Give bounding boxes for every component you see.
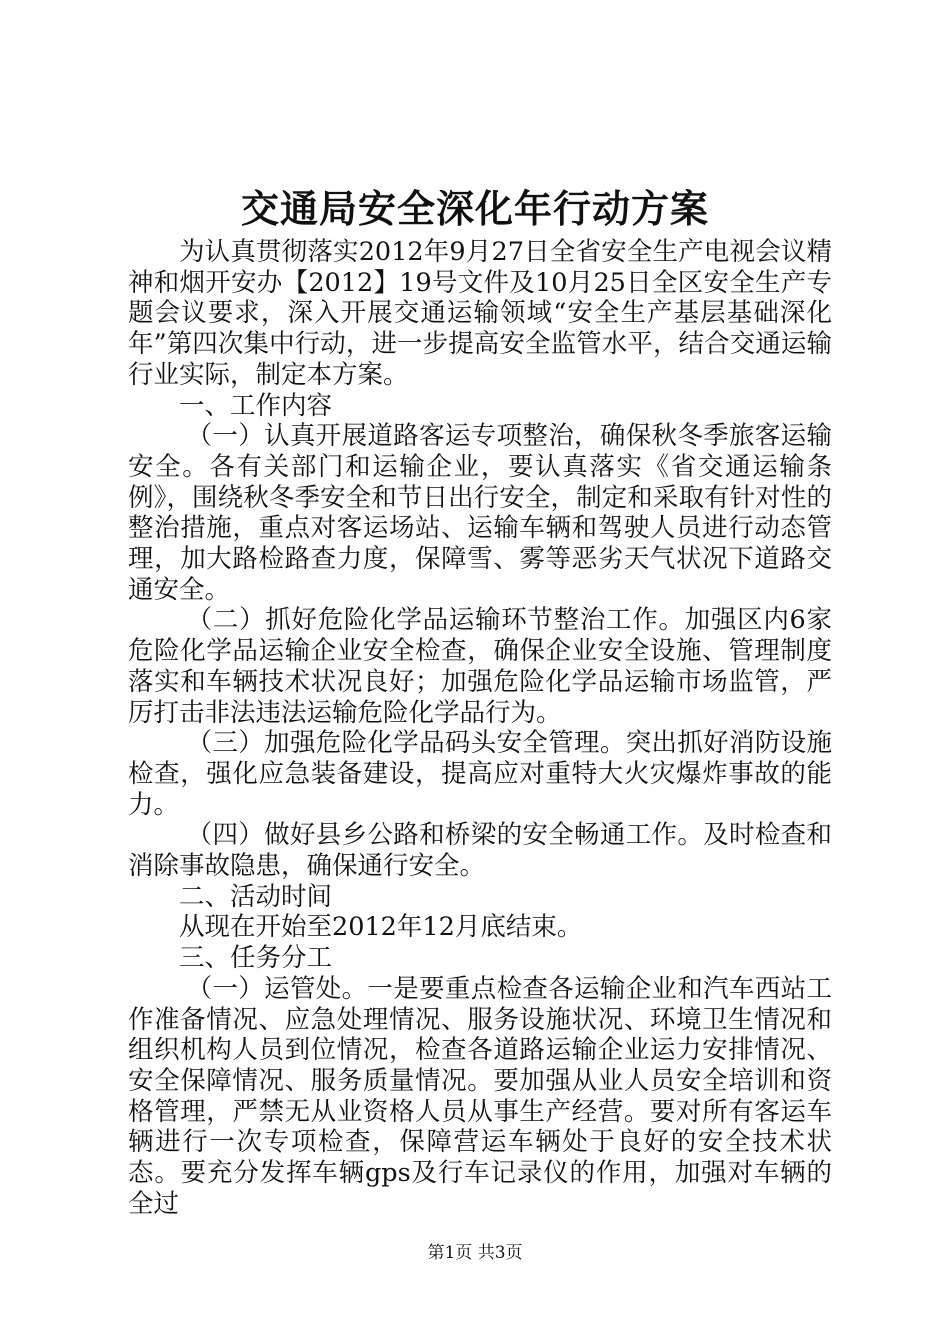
section-heading-3: 三、任务分工	[179, 943, 333, 974]
section-heading-1: 一、工作内容	[179, 390, 333, 421]
document-body	[128, 237, 832, 1220]
work-item-2: （二）抓好危险化学品运输环节整治工作。加强区内6家危险化学品运输企业安全检查，确保企业安全设施、管理制度落实和车辆技术状况良好；加强危险化学品运输市场监管，严厉打击非法违法运输危险化学品行为。	[128, 605, 832, 728]
intro-paragraph: 为认真贯彻落实2012年9月27日全省安全生产电视会议精神和烟开安办【2012】19号文件及10月25日全区安全生产专题会议要求，深入开展交通运输领域“安全生产基层基础深化年”第四次集中行动，进一步提高安全监管水平，结合交通运输行业实际，制定本方案。	[128, 237, 832, 390]
page-footer: 第1页 共3页	[427, 1243, 523, 1263]
work-item-3: （三）加强危险化学品码头安全管理。突出抓好消防设施检查，强化应急装备建设，提高应对重特大火灾爆炸事故的能力。	[128, 728, 832, 820]
work-item-4: （四）做好县乡公路和桥梁的安全畅通工作。及时检查和消除事故隐患，确保通行安全。	[128, 820, 832, 882]
section-heading-2: 二、活动时间	[179, 881, 333, 912]
activity-time-paragraph: 从现在开始至2012年12月底结束。	[179, 912, 583, 943]
document-title: 交通局安全深化年行动方案	[240, 186, 709, 231]
work-item-1: （一）认真开展道路客运专项整治，确保秋冬季旅客运输安全。各有关部门和运输企业，要认真落实《省交通运输条例》，围绕秋冬季安全和节日出行安全，制定和采取有针对性的整治措施，重点对客运场站、运输车辆和驾驶人员进行动态管理，加大路检路查力度，保障雪、雾等恶劣天气状况下道路交通安全。	[128, 421, 832, 605]
task-item-1: （一）运管处。一是要重点检查各运输企业和汽车西站工作准备情况、应急处理情况、服务设施状况、环境卫生情况和组织机构人员到位情况，检查各道路运输企业运力安排情况、安全保障情况、服务质量情况。要加强从业人员安全培训和资格管理，严禁无从业资格人员从事生产经营。要对所有客运车辆进行一次专项检查，保障营运车辆处于良好的安全技术状态。要充分发挥车辆gps及行车记录仪的作用，加强对车辆的全过	[128, 973, 832, 1219]
